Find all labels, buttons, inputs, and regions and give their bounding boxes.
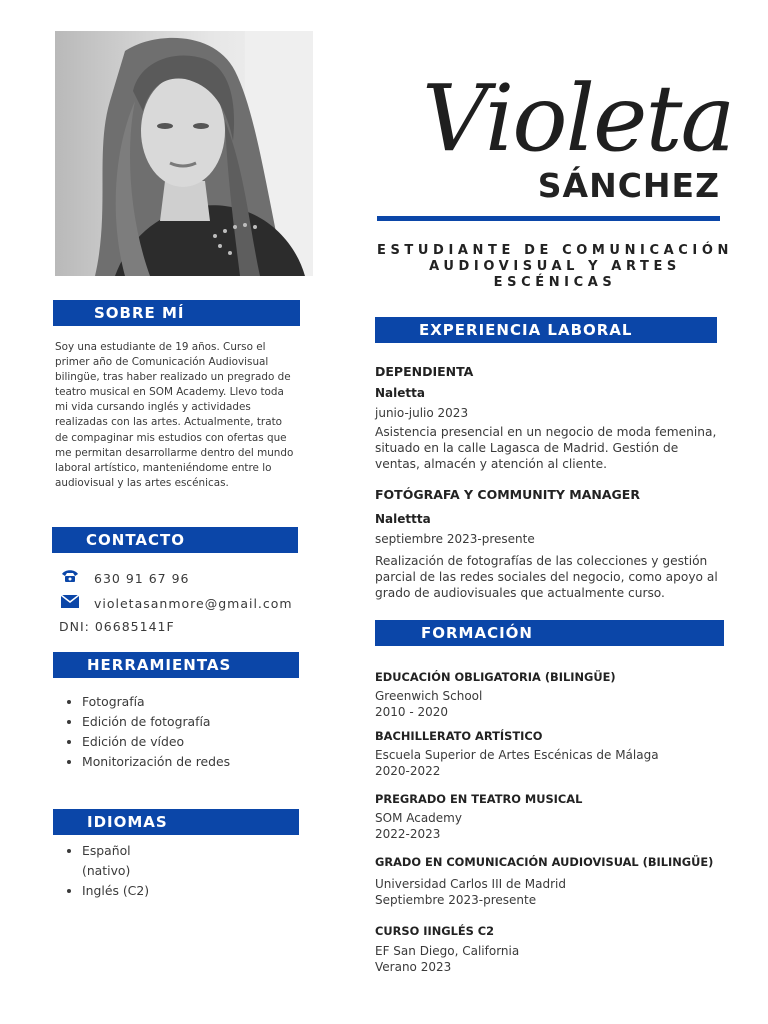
job-description: Asistencia presencial en un negocio de moda femenina, situado en la calle Lagasca de Madrid. Gestión de ventas, almacén y atención al cliente. [375,425,717,471]
about-heading: SOBRE MÍ [53,300,300,326]
contact-email [60,595,293,611]
education-date: 2022-2023 [375,827,441,841]
job-description: Realización de fotografías de las colecciones y gestión parcial de las redes sociales del negocio, como apoyo al grado de audiovisuales que actualmente curso. [375,554,718,600]
list-item: • Monitorización de redes [82,752,230,772]
job-company: Nalettta [375,512,431,526]
first-name-script [412,38,742,178]
profile-photo [55,31,313,276]
education-place: Universidad Carlos III de Madrid [375,877,566,891]
education-date: 2020-2022 [375,764,441,778]
last-name: SÁNCHEZ [537,166,720,205]
education-date: 2010 - 2020 [375,705,449,719]
list-item: • Fotografía [82,692,230,712]
languages-list [56,841,149,901]
job-title: DEPENDIENTA [375,364,474,379]
contact-phone [60,569,190,586]
tools-heading: HERRAMIENTAS [53,652,299,678]
job-company: Naletta [375,386,425,400]
mail-icon [60,595,80,611]
education-title: BACHILLERATO ARTÍSTICO [375,729,543,743]
job-date: junio-julio 2023 [375,406,469,420]
education-place: SOM Academy [375,811,462,825]
svg-text:Violeta: Violeta [422,65,734,172]
contact-dni: DNI: 06685141F [59,619,175,634]
list-item: • Edición de fotografía [82,712,230,732]
about-text: Soy una estudiante de 19 años. Curso el primer año de Comunicación Audiovisual bilingüe, tras haber realizado un pregrado de teatro musical en SOM Academy. Llevo toda mi vida cursando inglés y actividades realizadas con las artes. Actualmente, trato de compaginar mis estudios con ofertas que me permitan desarrollarme dentro del mundo laboral artístico, manteniéndome entre lo audiovisual y las artes escénicas. [55,341,294,489]
list-item: • Español [82,841,149,861]
tagline-line: ESTUDIANTE DE COMUNICACIÓN [376,243,734,258]
name-underline [377,216,720,221]
education-title: PREGRADO EN TEATRO MUSICAL [375,792,583,806]
tools-list [56,692,230,772]
contact-heading: CONTACTO [52,527,298,553]
job-title: FOTÓGRAFA Y COMMUNITY MANAGER [375,487,640,502]
education-date: Septiembre 2023-presente [375,893,537,907]
education-title: EDUCACIÓN OBLIGATORIA (BILINGÜE) [375,670,616,684]
email-address[interactable]: violetasanmore@gmail.com [94,596,293,611]
experience-heading: EXPERIENCIA LABORAL [375,317,717,343]
tagline-line: AUDIOVISUAL Y ARTES [429,259,681,274]
education-place: EF San Diego, California [375,944,520,958]
list-item: • Edición de vídeo [82,732,230,752]
phone-icon [60,569,80,586]
list-item: (nativo) [82,863,131,878]
tagline-line: ESCÉNICAS [493,275,617,290]
education-title: GRADO EN COMUNICACIÓN AUDIOVISUAL (BILINGÜE) [375,855,714,869]
tagline [357,243,753,291]
education-date: Verano 2023 [375,960,452,974]
list-item: • Inglés (C2) [82,881,149,901]
education-heading: FORMACIÓN [375,620,724,646]
phone-number: 630 91 67 96 [94,571,190,586]
education-place: Greenwich School [375,689,483,703]
languages-heading: IDIOMAS [53,809,299,835]
education-place: Escuela Superior de Artes Escénicas de Málaga [375,748,659,762]
education-title: CURSO IINGLÉS C2 [375,924,495,938]
job-date: septiembre 2023-presente [375,532,535,546]
